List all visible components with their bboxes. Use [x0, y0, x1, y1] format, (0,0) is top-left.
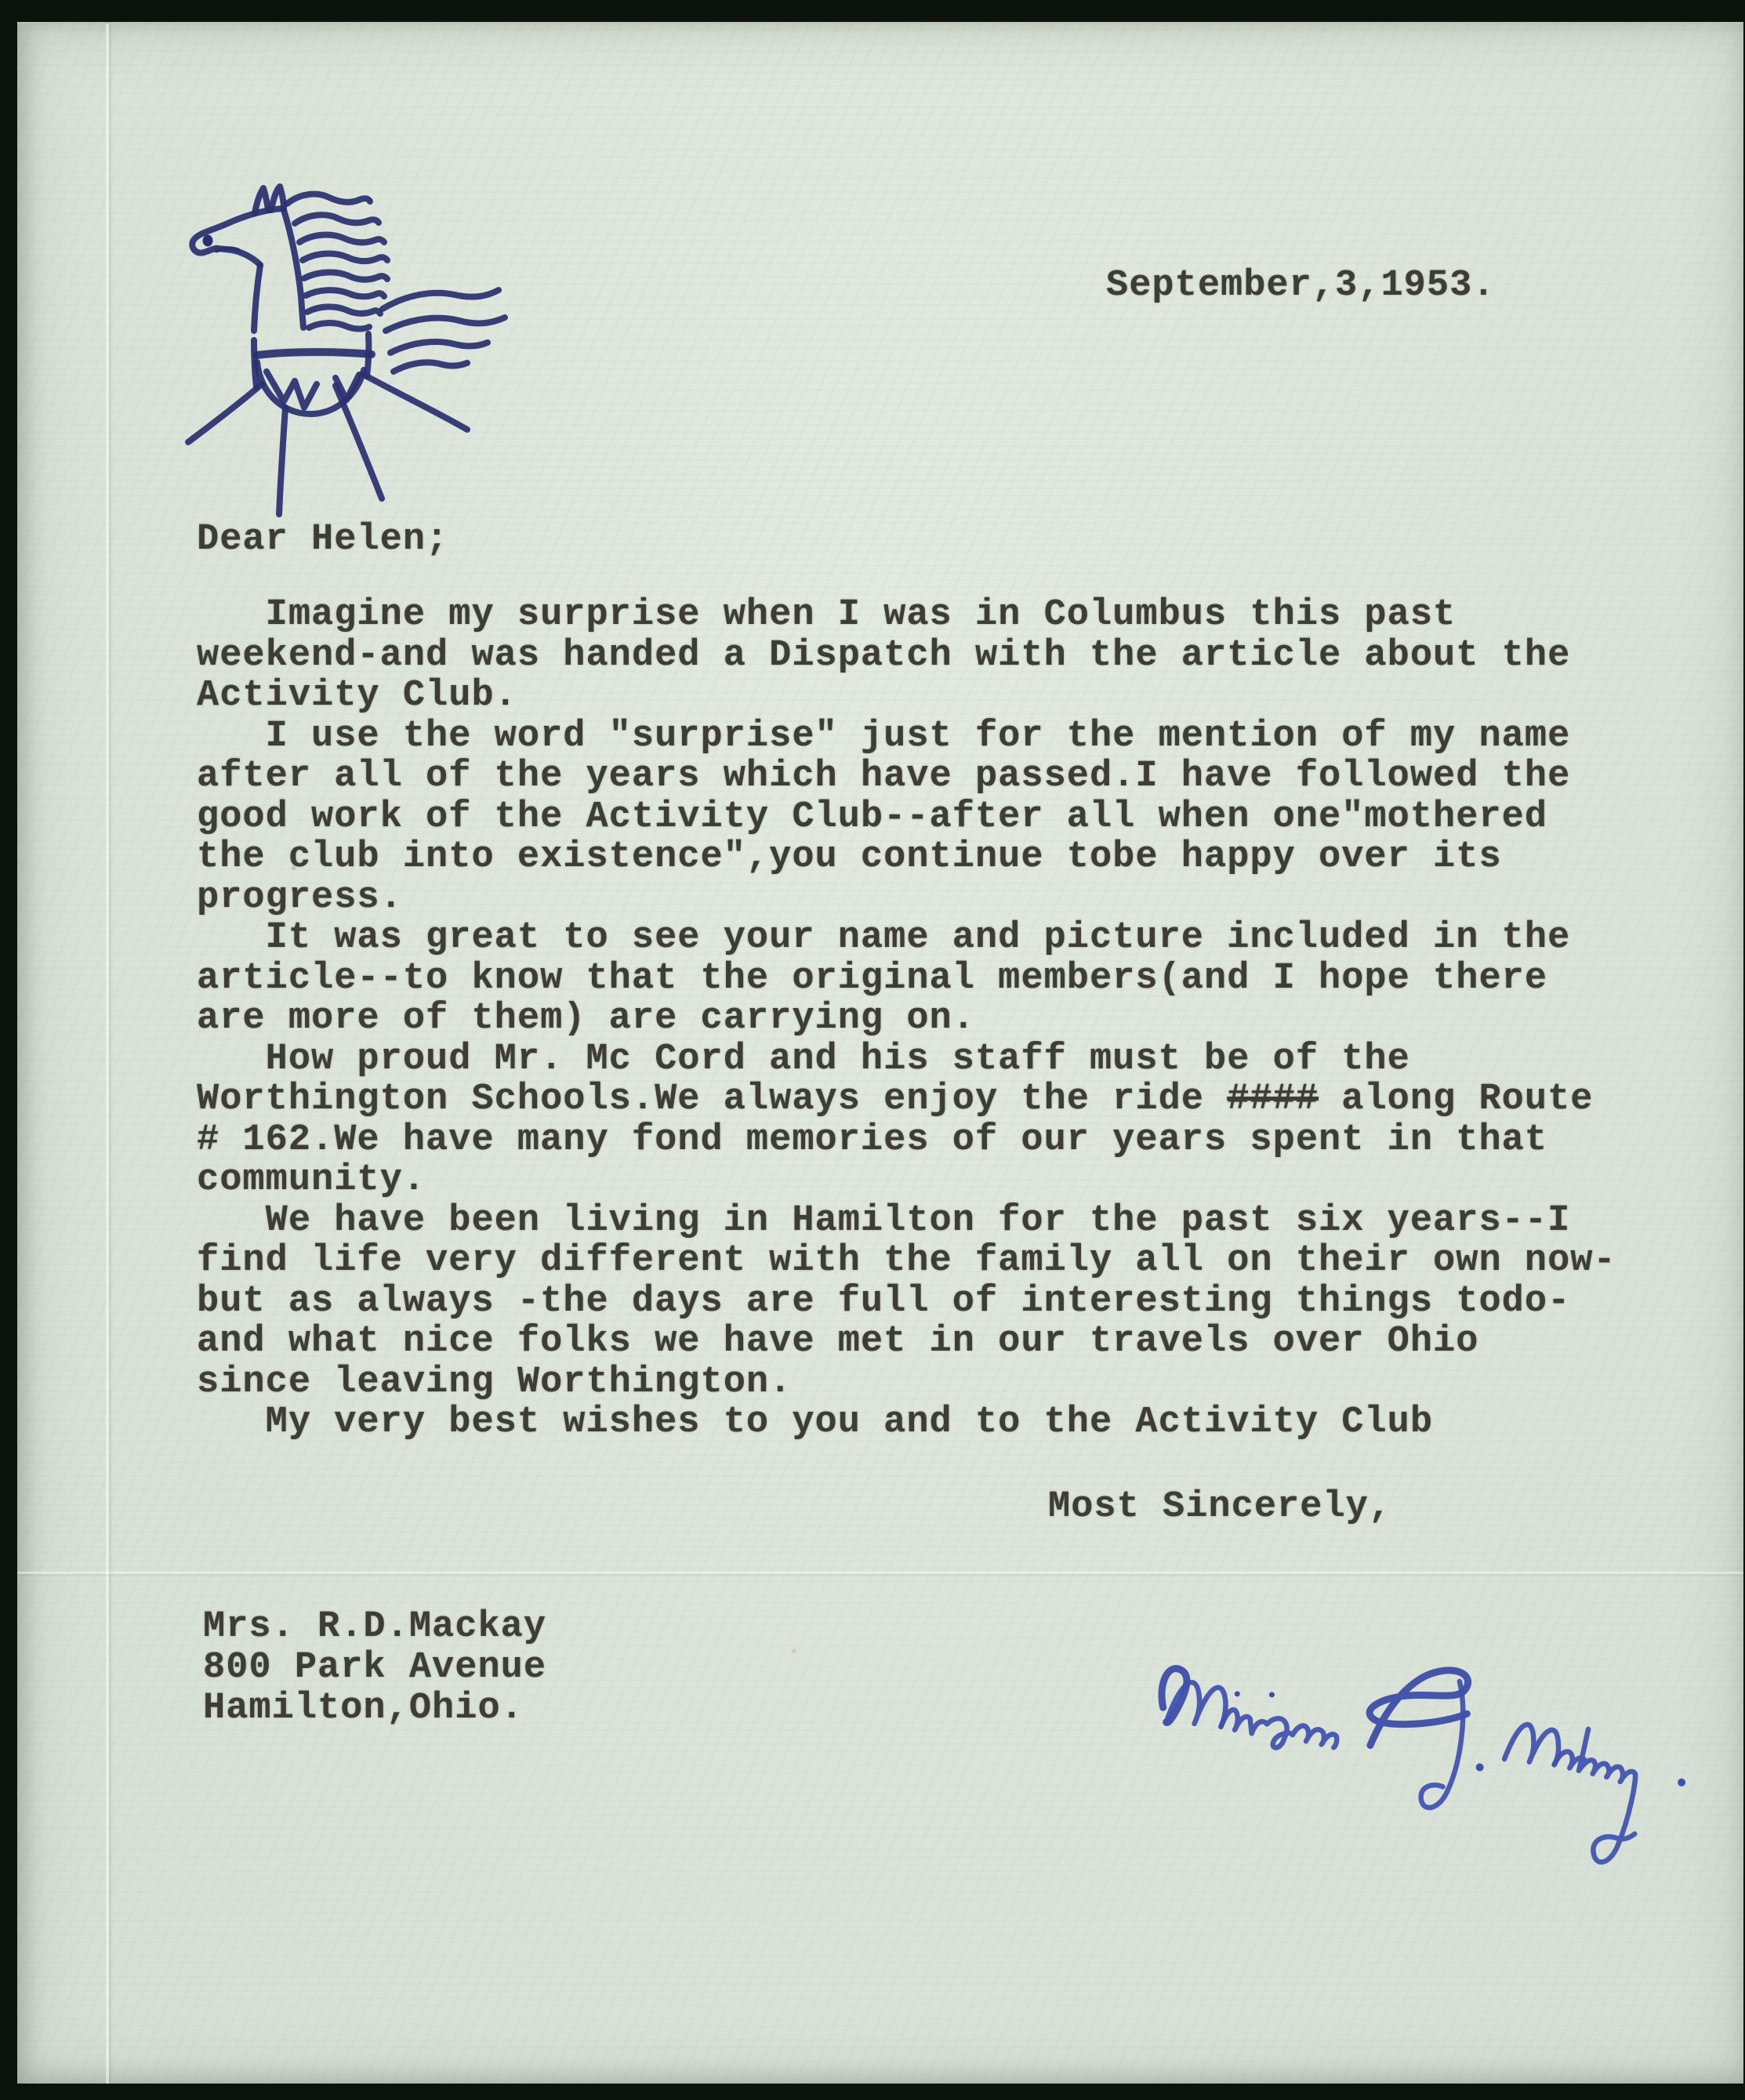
struck-out-text: #### [1227, 1079, 1319, 1120]
letter-body [197, 595, 1616, 1443]
sender-city: Hamilton,Ohio. [203, 1688, 524, 1729]
body-line: Imagine my surprise when I was in Columbus this past [197, 594, 1457, 636]
body-line: but as always -the days are full of interesting things todo- [197, 1280, 1571, 1322]
body-line: since leaving Worthington. [197, 1361, 793, 1403]
body-line: the club into existence",you continue tobe happy over its [197, 836, 1502, 878]
sender-name: Mrs. R.D.Mackay [203, 1606, 547, 1648]
horse-logo-icon [180, 179, 510, 535]
closing: Most Sincerely, [1048, 1486, 1392, 1528]
sender-street: 800 Park Avenue [203, 1647, 547, 1688]
body-line: My very best wishes to you and to the Activity Club [197, 1402, 1434, 1443]
body-line: after all of the years which have passed.I have followed the [197, 756, 1571, 797]
body-line: find life very different with the family all on their own now- [197, 1240, 1616, 1282]
signature-handwriting [1117, 1594, 1743, 1958]
date-line: September,3,1953. [1106, 265, 1496, 306]
salutation: Dear Helen; [197, 519, 449, 560]
body-line: and what nice folks we have met in our travels over Ohio [197, 1321, 1479, 1362]
body-line: progress. [197, 876, 403, 919]
body-line: # 162.We have many fond memories of our years spent in that [197, 1119, 1548, 1161]
body-line: good work of the Activity Club--after all when one"mothered [197, 796, 1548, 838]
body-line: How proud Mr. Mc Cord and his staff must be of the [197, 1038, 1410, 1080]
letter-paper [17, 22, 1743, 2084]
paper-crease-vertical [106, 24, 109, 2084]
body-line: I use the word "surprise" just for the mention of my name [197, 715, 1571, 757]
body-line: Worthington Schools.We always enjoy the ride #### along Route [197, 1079, 1594, 1120]
body-line: We have been living in Hamilton for the past six years--I [197, 1199, 1571, 1242]
body-line: article--to know that the original members(and I hope there [197, 957, 1548, 999]
body-line: Activity Club. [197, 675, 517, 716]
body-line: weekend-and was handed a Dispatch with the article about the [197, 634, 1571, 676]
body-line: are more of them) are carrying on. [197, 998, 975, 1039]
paper-crease-horizontal [17, 1572, 1743, 1574]
sender-address [203, 1607, 546, 1729]
body-line: community. [197, 1159, 426, 1201]
body-line: It was great to see your name and picture included in the [197, 917, 1571, 959]
